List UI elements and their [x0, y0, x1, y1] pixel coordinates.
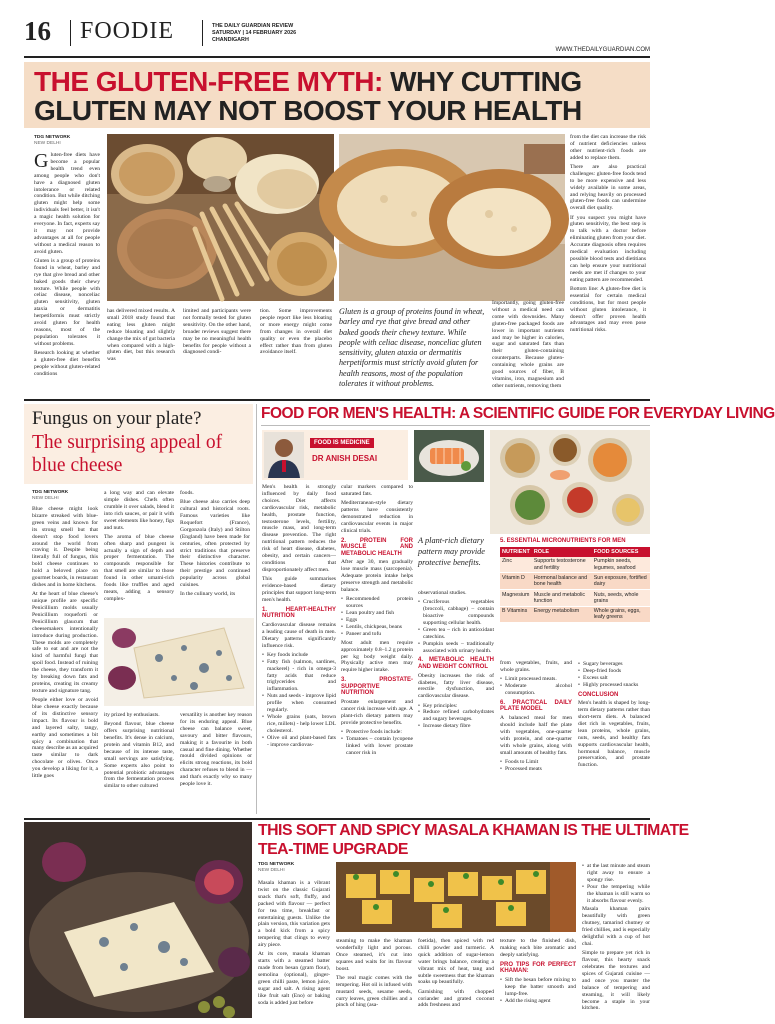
men-c5-li: • Deep-fried foods — [578, 668, 650, 675]
table-cell: Zinc — [500, 557, 532, 573]
cheese-col-3 — [180, 490, 250, 636]
masthead-divider-2 — [202, 20, 203, 46]
men-c4-list — [500, 676, 572, 697]
men-h4-li: • Reduce refined carbohydrates and sugary beverages. — [418, 709, 494, 723]
table-cell: Magnesium — [500, 590, 532, 607]
men-h2-li: • Recommended protein sources — [341, 596, 413, 610]
salmon-photo — [414, 430, 484, 482]
khaman-dateline: NEW DELHI — [258, 867, 285, 873]
gluten-dateline: NEW DELHI — [34, 140, 61, 146]
cheese-col-2 — [104, 490, 174, 636]
table-row — [500, 606, 650, 623]
khaman-p2: At its core, masala khaman starts with a steamed batter made from besan (gram flour), semolina (optional), ginger-green chilli paste, lemon juice, sugar and salt. A rising agent like fruit salt (Eno) or baking soda is added just before — [258, 951, 330, 1006]
khaman-c5-p2: Simple to prepare yet rich in flavour, this hearty snack celebrates the textures and spices of Gujarati cuisine — and once you master the balance of tempering and steaming, it will likely become a staple in your kitchen. — [582, 950, 650, 1012]
men-h4-text: Obesity increases the risk of diabetes, fatty liver disease, erectile dysfunction, and cardiovascular disease. — [418, 672, 494, 700]
micronutrient-table-box — [500, 538, 650, 623]
men-h1-list — [262, 652, 336, 749]
khaman-photo — [336, 862, 576, 932]
khaman-c3-p1: foetida), then spiced with red chilli powder and turmeric. A quick addition of sugar-lemon water brings balance, creating a vibrant mix of heat, tang and subtle sweetness that the khaman soaks up beautifully. — [418, 938, 494, 986]
paper-date: SATURDAY | 14 FEBRUARY 2026 — [212, 30, 297, 36]
cheese-c2b-p1: ity prized by enthusiasts. — [104, 712, 160, 718]
cheese-c2b-p2: Beyond flavour, blue cheese offers surprising nutritional benefits. It's dense in calcium, protein and vitamin B12, and because of its intense taste, small servings are satisfying. Some experts also point to potential probiotic advantages from the fermentation process similar to other cultured — [104, 721, 174, 790]
table-header-row — [500, 547, 650, 557]
gluten-drop-cap: G — [34, 150, 49, 172]
cheese-photo — [104, 618, 254, 706]
gluten-p1: luten-free diets have become a popular health trend even among people who don't have a diagnosed gluten intolerance or related condition. But while ditching gluten might help some individuals feel better, it isn't a magic health solution for everyone. In fact, experts say it may not provide advantages at all for people without a medical reason to avoid gluten. — [34, 152, 100, 255]
masthead — [24, 14, 650, 52]
gluten-p3: Research looking at whether a gluten-free diet benefits people without gluten-related conditions — [34, 349, 100, 377]
cheese-c2-p1: a long way and can elevate simple dishes. Chefs often crumble it over salads, blend it into rich sauces, or pair it with sweet elements like honey, figs and nuts. — [104, 490, 174, 531]
cheese-byline-name: TDG NETWORK — [32, 490, 69, 495]
men-h1-li: • Nuts and seeds - improve lipid profile when consumed regularly. — [262, 693, 336, 714]
men-h6-li: • Processed meats — [500, 766, 572, 773]
men-col-3 — [418, 590, 494, 814]
khaman-c4-p: texture to the finished dish, making each bite aromatic and deeply satisfying. — [500, 938, 576, 958]
khaman-headline-2: TEA-TIME UPGRADE — [258, 841, 408, 858]
men-h2-li: • Paneer and tofu — [341, 631, 413, 638]
cheese-col-2b — [104, 712, 174, 810]
author-box — [262, 430, 408, 480]
men-conclusion-h: CONCLUSION — [578, 691, 619, 698]
paper-name: THE DAILY GUARDIAN REVIEW — [212, 23, 294, 29]
food-is-medicine-label: FOOD IS MEDICINE — [310, 438, 374, 448]
men-c5-li: • Highly processed snacks — [578, 682, 650, 689]
khaman-c5-li: • Pour the tempering while the khaman is still warm so it absorbs flavour evenly. — [582, 884, 650, 905]
men-intro: Men's health is strongly influenced by daily food choices. Diet affects cardiovascular risk, metabolic health, prostate function, testosterone levels, fertility, muscle mass, and long-term disease prevention. The right nutritional pattern reduces the risk of heart disease, diabetes, obesity, and certain cancers—conditions that disproportionately affect men. — [262, 484, 336, 573]
men-h3: 3. PROSTATE-SUPPORTIVE NUTRITION — [341, 677, 413, 697]
men-h1-li: • Whole grains (oats, brown rice, millets) - help lower LDL cholesterol. — [262, 714, 336, 735]
men-h6-list — [500, 759, 572, 773]
khaman-byline-name: TDG NETWORK — [258, 862, 295, 867]
cheese-byline — [32, 490, 92, 501]
bread-photo — [339, 134, 565, 301]
grains-photo — [107, 134, 334, 301]
section-divider-2 — [24, 818, 650, 820]
men-c3-a: observational studies. — [418, 590, 467, 596]
table-cell: Hormonal balance and bone health — [532, 573, 592, 590]
gluten-headline-black: WHY CUTTING — [390, 66, 582, 97]
healthy-foods-photo — [490, 430, 650, 534]
khaman-c5-p1: Masala khaman pairs beautifully with green chutney, tamarind chutney or fried chillies, and is especially delightful with a cup of hot chai. — [582, 906, 650, 947]
table-cell: Energy metabolism — [532, 606, 592, 623]
men-c5-list — [578, 661, 650, 689]
men-h3-list — [341, 729, 413, 757]
cheese-header — [24, 404, 253, 484]
men-pullquote: A plant-rich dietary pattern may provide protective benefits. — [418, 536, 485, 567]
cheese-c3-p1: foods. — [180, 490, 194, 496]
men-h6: 6. PRACTICAL DAILY PLATE MODEL — [500, 699, 572, 713]
khaman-c2-p1: steaming to make the khaman wonderfully light and porous. Once steamed, it's cut into squares and waits for its flavour boost. — [336, 938, 412, 972]
men-c4-li: • Limit processed meats. — [500, 676, 572, 683]
table-header-cell: NUTRIENT — [500, 547, 532, 557]
gluten-headline-1 — [34, 67, 582, 97]
table-cell: Pumpkin seeds, legumes, seafood — [592, 557, 650, 573]
men-h2-text2: Most adult men require approximately 0.8–1.2 g protein per kg body weight daily. Physically active men may require higher intake. — [341, 639, 413, 674]
table-row — [500, 557, 650, 573]
gluten-col-2: has delivered mixed results. A small 2018 study found that eating less gluten might reduce bloating and slightly change the mix of gut bacteria when compared with a high-gluten diet, but this research was — [107, 308, 175, 363]
men-col-1 — [262, 484, 336, 814]
men-c2-b: Mediterranean-style dietary patterns have consistently demonstrated reduction in cardiovascular events in major clinical trials. — [341, 500, 413, 534]
men-c3-list — [418, 599, 494, 654]
men-h1-li: • Fatty fish (salmon, sardines, mackerel) - rich in omega-3 fatty acids that reduce triglycerides and inflammation. — [262, 659, 336, 694]
table-cell: Whole grains, eggs, leafy greens — [592, 606, 650, 623]
men-h2-li: • Eggs — [341, 617, 413, 624]
khaman-col-1 — [258, 880, 330, 1020]
table-cell: Vitamin D — [500, 573, 532, 590]
gluten-p2: Gluten is a group of proteins found in wheat, barley and rye that give bread and other baked goods their chewy texture. While people with celiac disease, nonceliac gluten sensitivity, gluten ataxia or dermatitis herpetiformis must strictly avoid gluten for health reasons, most of the population tolerates it without problems. — [34, 257, 100, 347]
gluten-c7-p3: If you suspect you might have gluten sensitivity, the best step is to talk with a doctor before eliminating gluten from your diet. Accurate diagnosis often requires medical evaluation including possible blood tests and dietitians can help ensure your nutritional needs are met if changes to your eating pattern are recommended. — [570, 214, 646, 283]
men-h1-text: Cardiovascular disease remains a leading cause of death in men. Dietary patterns significantly influence risk. — [262, 621, 336, 649]
men-c5-li: • Excess salt — [578, 675, 650, 682]
page-number: 16 — [24, 16, 51, 46]
website: WWW.THEDAILYGUARDIAN.COM — [555, 47, 650, 53]
men-c3-li: • Pumpkin seeds – traditionally associated with urinary health. — [418, 641, 494, 655]
men-c5-li: • Sugary beverages — [578, 661, 650, 668]
khaman-tip: • Add the rising agent — [500, 998, 576, 1005]
men-c3-li: • Green tea – rich in antioxidant catechins. — [418, 627, 494, 641]
khaman-c3-p2: Garnishing with chopped coriander and grated coconut adds freshness and — [418, 988, 494, 1009]
gluten-byline — [34, 135, 100, 146]
cheese-headline: The surprising appeal of blue cheese — [32, 432, 223, 476]
gluten-pullquote: Gluten is a group of proteins found in wheat, barley and rye that give bread and other baked goods their chewy texture. While people with celiac disease, nonceliac gluten sensitivity, gluten ataxia or dermatitis herpetiformis must strictly avoid gluten for health reasons, most of the population tolerates it without problems. — [339, 307, 485, 389]
cheese-p3: People either love or avoid blue cheese exactly because of its distinctive sensory impact. Its flavour is bold and layered salty, tangy, earthy and sometimes a bit spicy a combination that many describe as an acquired taste similar to dark chocolate or olives. Once you develop a liking for it, a little goes — [32, 697, 98, 780]
paper-city: CHANDIGARH — [212, 37, 249, 43]
men-h6-text: A balanced meal for men should include half the plate with vegetables, one-quarter with protein, and one-quarter with whole grains, along with small amounts of healthy fats. — [500, 715, 572, 756]
men-headline-rule — [261, 425, 650, 426]
table-row — [500, 573, 650, 590]
gluten-c7-p1: from the diet can increase the risk of nutrient deficiencies unless other nutrient-rich foods are added to replace them. — [570, 134, 646, 161]
cheese-col-1 — [32, 506, 98, 810]
cheese-p2: At the heart of blue cheese's unique profile are specific Penicillium molds usually Penicillium roqueforti or Penicillium glaucum that cheesemakers intentionally introduce during production. These molds are completely safe to eat and are not the kind of harmful fungi that spoil food. Instead of ruining the cheese, they transform it by breaking down fats and proteins, creating its creamy texture and signature tang. — [32, 591, 98, 694]
men-h1-li: • Olive oil and plant-based fats - improve cardiovas- — [262, 735, 336, 749]
men-h3-li: • Tomatoes – contain lycopene linked with lower prostate cancer risk in — [341, 736, 413, 757]
khaman-tips-h: PRO TIPS FOR PERFECT KHAMAN: — [500, 961, 576, 975]
men-intro-2: This guide summarises evidence-based dietary principles that support long-term men's health. — [262, 576, 336, 603]
table-row — [500, 590, 650, 607]
gluten-col-1 — [34, 152, 100, 394]
men-col-4 — [500, 660, 572, 814]
men-h4-li: • Key principles: — [418, 703, 494, 710]
masthead-rule — [24, 56, 650, 58]
men-c3-li: • Cruciferous vegetables (broccoli, cabbage) – contain bioactive compounds supporting cellular health. — [418, 599, 494, 627]
khaman-tips-list — [500, 977, 576, 1005]
men-c4-li: • Moderate alcohol consumption. — [500, 683, 572, 697]
cheese-col-3b: versatility is another key reason for its enduring appeal. Blue cheese can balance sweet, savoury and bitter flavours, making it a favourite in both casual and fine dining. Whether mould divided opinions or elicits strong reactions, its bold character refuses to blend in — and that's exactly why so many people love it. — [180, 712, 252, 788]
men-h2-list — [341, 596, 413, 637]
men-c2-a: cular markers compared to saturated fats. — [341, 484, 413, 497]
khaman-col-2 — [336, 938, 412, 1020]
khaman-byline — [258, 862, 328, 873]
men-h2-text: After age 30, men gradually lose muscle mass (sarcopenia). Adequate protein intake helps preserve strength and metabolic balance. — [341, 559, 413, 594]
cheese-p1: Blue cheese might look bizarre streaked with blue-green veins and known for its strong smell but that doesn't stop food lovers around the world from craving it. Despite being literally full of fungus, this bold cheese continues to hold a beloved place on gourmet boards, in restaurant dishes and in home kitchens. — [32, 506, 98, 588]
gluten-c7-p2: There are also practical challenges: gluten-free foods tend to be more expensive and less widely available in some areas, and relying heavily on processed gluten-free foods can undermine overall diet quality. — [570, 163, 646, 212]
gluten-headline-2: GLUTEN MAY NOT BOOST YOUR HEALTH — [34, 95, 582, 126]
khaman-c5-list — [582, 863, 650, 904]
khaman-c5-li: • at the last minute and steam right away to ensure a spongy rise. — [582, 863, 650, 884]
men-col-5 — [578, 660, 650, 814]
gluten-col-3: limited and participants were not formally tested for gluten sensitivity. On the other hand, broader reviews suggest there may be no meaningful health benefits for people without a diagnosed condi- — [183, 308, 251, 356]
khaman-col-5 — [582, 862, 650, 1020]
gluten-col-4: tion. Some improvements people report like less bloating or more energy might come from changes in overall diet quality or even the placebo effect rather than from gluten avoidance itself. — [260, 308, 332, 356]
khaman-p1: Masala khaman is a vibrant twist on the classic Gujarati snack that's soft, fluffy, and packed with flavour — perfect for tea time, breakfast or entertaining guests. Unlike the plain version, this variation gets a bold kick from a spicy tempering that clings to every airy piece. — [258, 880, 330, 949]
men-h3-text: Prostate enlargement and cancer risk increase with age. A plant-rich dietary pattern may provide protective benefits. — [341, 699, 413, 726]
men-h2: 2. PROTEIN FOR MUSCLE AND METABOLIC HEALTH — [341, 537, 413, 557]
table-header-cell: FOOD SOURCES — [592, 547, 650, 557]
men-c4-a: from vegetables, fruits, and whole grains. — [500, 660, 572, 673]
khaman-col-4 — [500, 938, 576, 1020]
cheese-c3-p2: Blue cheese also carries deep cultural and historical roots. Famous varieties like Roquefort (France), Gorgonzola (Italy) and Stilton (England) have been made for centuries, often protected by strict traditions that preserve their distinctive character. These histories contribute to their prestige and continued popularity across global cuisines. — [180, 499, 250, 589]
section-divider-1 — [24, 399, 650, 401]
gluten-byline-name: TDG NETWORK — [34, 135, 71, 140]
masthead-divider — [70, 20, 71, 46]
table-cell: Supports testosterone and fertility — [532, 557, 592, 573]
men-h2-li: • Lentils, chickpeas, beans — [341, 624, 413, 631]
khaman-headline-1: THIS SOFT AND SPICY MASALA KHAMAN IS THE ULTIMATE — [258, 822, 689, 839]
author-name: DR ANISH DESAI — [312, 454, 378, 463]
column-divider — [256, 404, 257, 814]
men-h4: 4. METABOLIC HEALTH AND WEIGHT CONTROL — [418, 657, 494, 671]
table-cell: Nuts, seeds, whole grains — [592, 590, 650, 607]
khaman-col-3 — [418, 938, 494, 1020]
men-h4-li: • Increase dietary fibre — [418, 723, 494, 730]
figs-photo — [24, 822, 252, 1018]
cheese-kicker: Fungus on your plate? — [32, 408, 202, 429]
gluten-c7-p4: Bottom line: A gluten-free diet is essential for certain medical conditions, but for most people without gluten intolerance, it doesn't offer proven health advantages and may even pose nutritional risks. — [570, 285, 646, 334]
gluten-col-6: Importantly, going gluten-free without a medical need can come with downsides. Many gluten-free packaged foods are lower in important nutrients and may be higher in calories, sugar and saturated fats than their gluten-containing counterparts. Because gluten-containing whole grains are good sources of fiber, B vitamins, iron, magnesium and other nutrients, removing them — [492, 300, 564, 389]
cheese-c2-p2: The aroma of blue cheese often sharp and pungent is actually a sign of depth and proper fermentation. The compounds responsible for that smell are similar to those found in other umami-rich foods like truffles and aged meats, adding a sensory complex- — [104, 533, 174, 602]
men-col-2 — [341, 484, 413, 814]
cheese-dateline: NEW DELHI — [32, 495, 59, 501]
table-title: 5. ESSENTIAL MICRONUTRIENTS FOR MEN — [500, 538, 626, 544]
men-h1: 1. HEART-HEALTHY NUTRITION — [262, 606, 336, 620]
men-h3-li: • Protective foods include: — [341, 729, 413, 736]
khaman-tip: • Sift the besan before mixing to keep the batter smooth and lump-free. — [500, 977, 576, 998]
gluten-headline-red: THE GLUTEN-FREE MYTH: — [34, 66, 383, 97]
micronutrient-table — [500, 547, 650, 624]
men-conclusion: Men's health is shaped by long-term dietary patterns rather than short-term diets. A balanced diet rich in vegetables, fruits, lean proteins, whole grains, nuts, seeds, and healthy fats supports cardiovascular health, hormonal balance, muscle preservation, and prostate function. — [578, 700, 650, 769]
author-photo — [264, 432, 304, 478]
khaman-c2-p2: The real magic comes with the tempering. Hot oil is infused with mustard seeds, sesame seeds, curry leaves, green chillies and a pinch of hing (asa- — [336, 974, 412, 1009]
table-cell: Muscle and metabolic function — [532, 590, 592, 607]
cheese-c3-p3: In the culinary world, its — [180, 591, 236, 598]
men-h6-li: • Foods to Limit — [500, 759, 572, 766]
table-header-cell: ROLE — [532, 547, 592, 557]
men-h4-list — [418, 703, 494, 731]
section-name: FOODIE — [80, 18, 174, 44]
men-h1-sub: • Key foods include — [262, 652, 336, 659]
table-cell: B Vitamins — [500, 606, 532, 623]
table-cell: Sun exposure, fortified dairy — [592, 573, 650, 590]
paper-info — [212, 23, 296, 44]
men-h2-li: • Lean poultry and fish — [341, 610, 413, 617]
gluten-col-7 — [570, 134, 646, 394]
men-headline: FOOD FOR MEN'S HEALTH: A SCIENTIFIC GUIDE FOR EVERYDAY LIVING — [261, 405, 775, 422]
